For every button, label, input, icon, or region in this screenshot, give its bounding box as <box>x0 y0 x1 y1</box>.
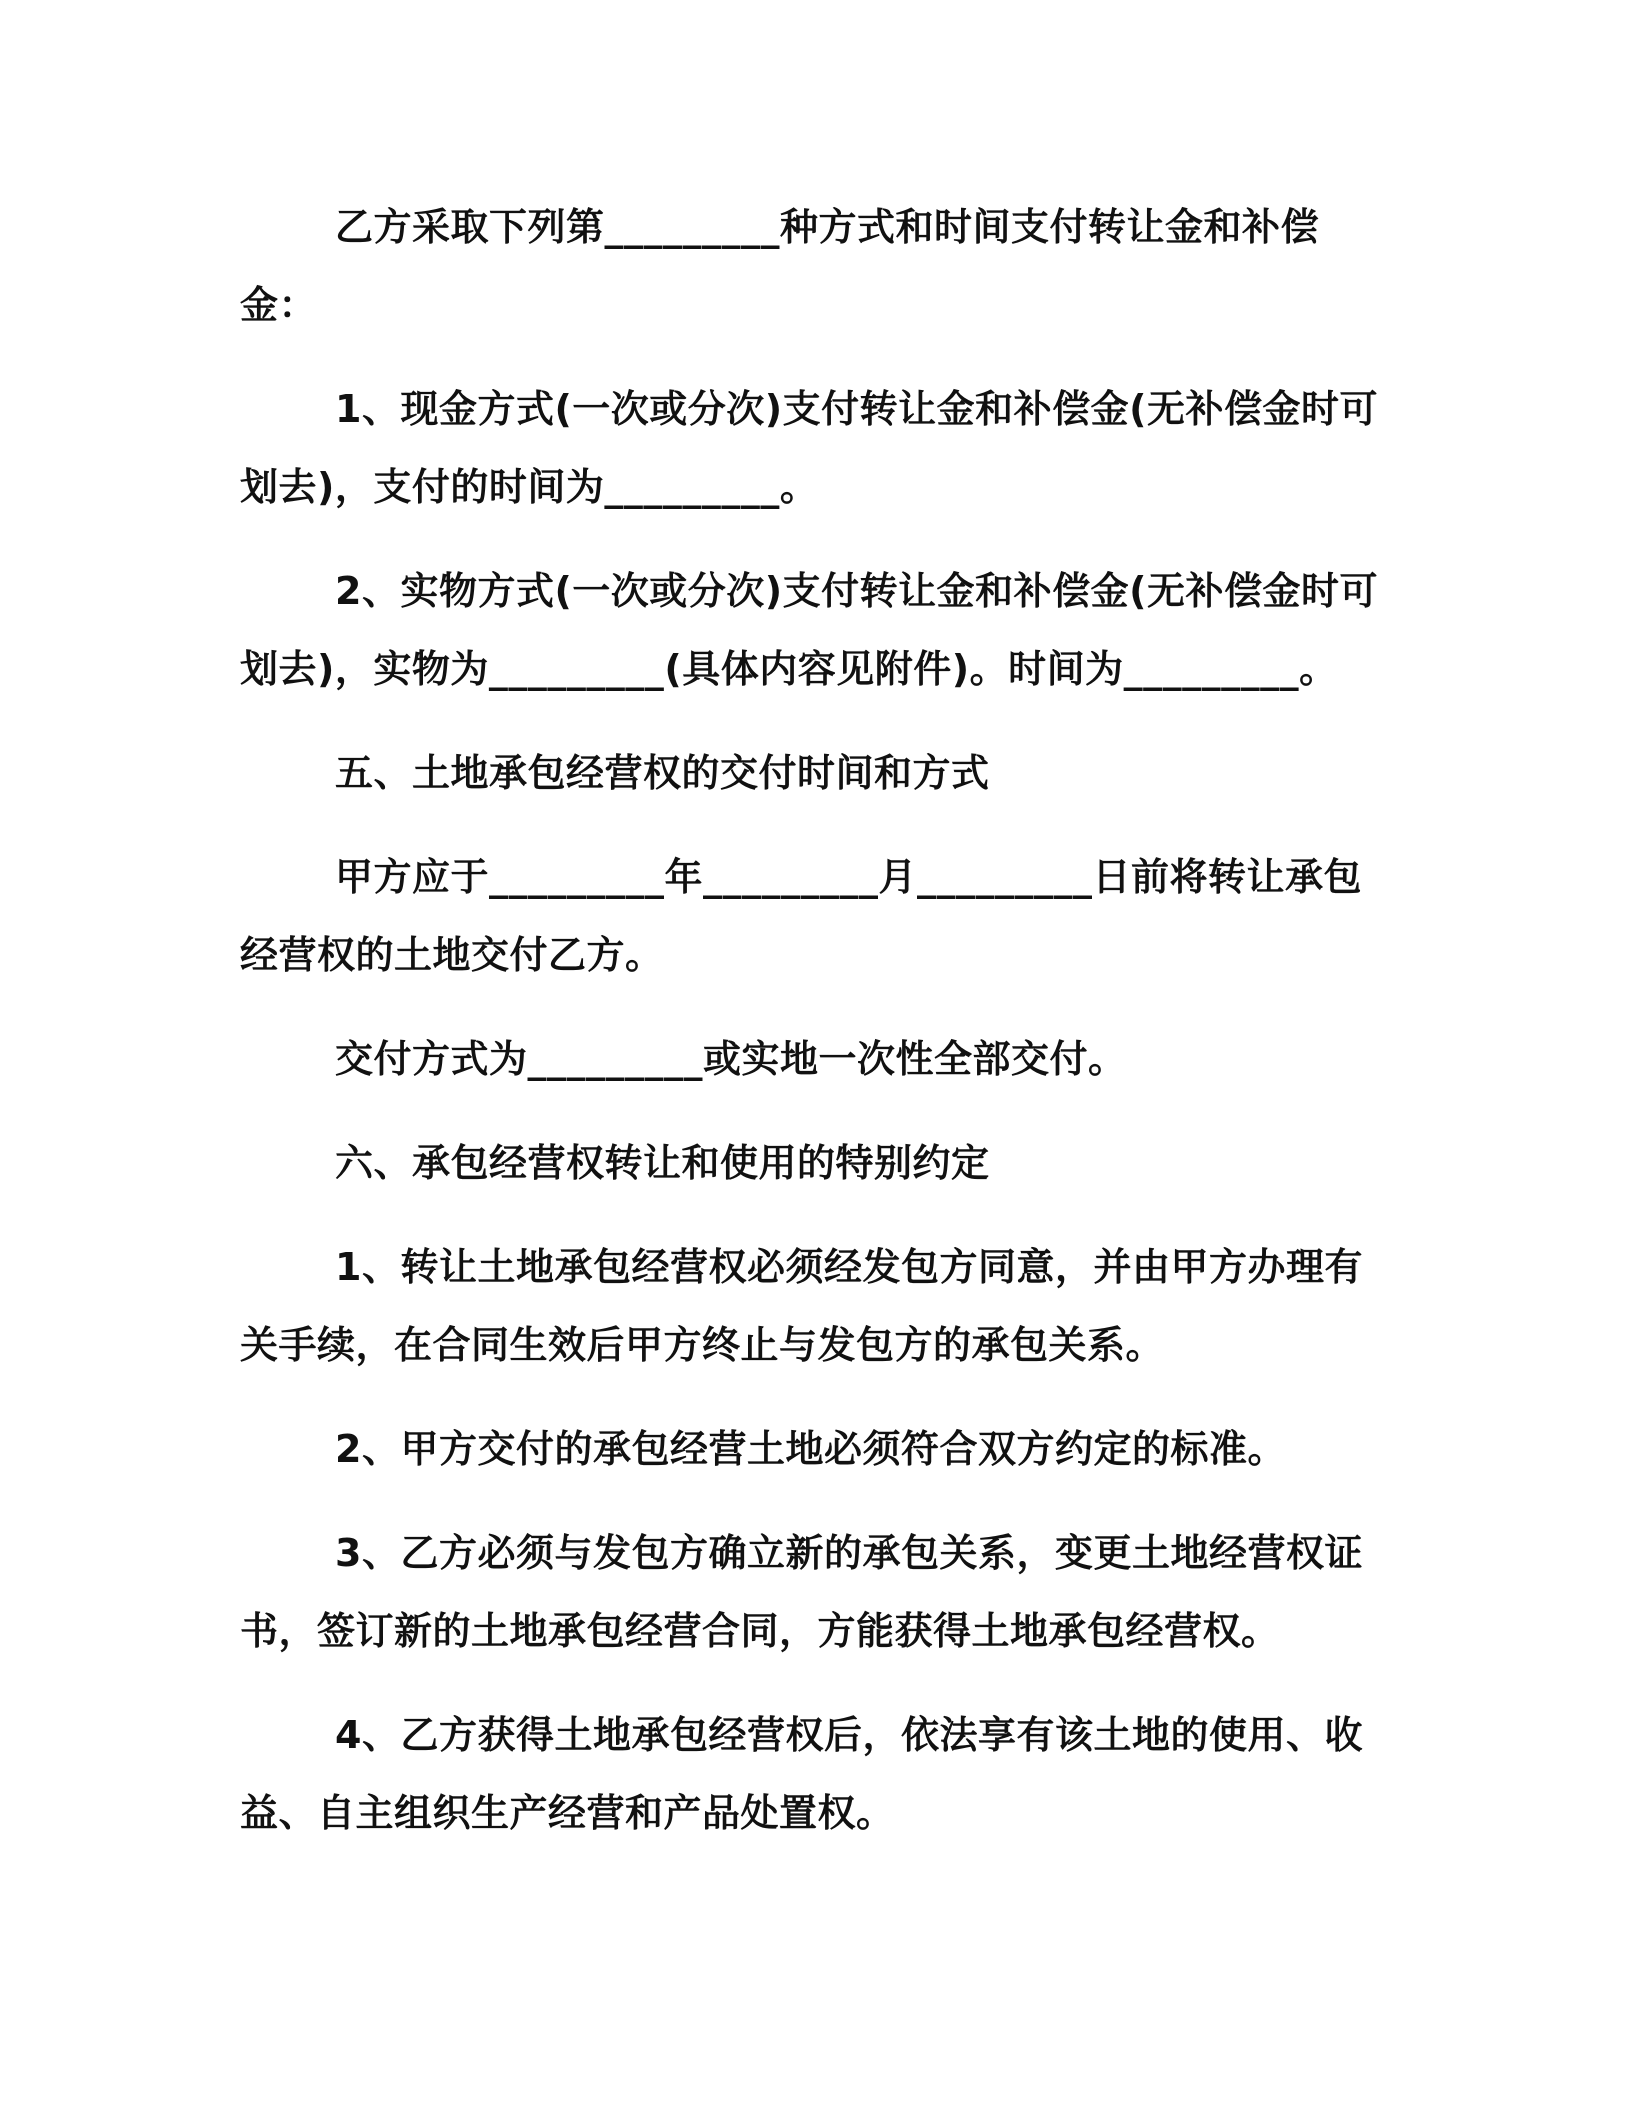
special-term-3: 3、乙方必须与发包方确立新的承包关系，变更土地经营权证书，签订新的土地承包经营合同，方能获得土地承包经营权。 <box>240 1531 1363 1653</box>
in-kind-payment-clause: 2、实物方式(一次或分次)支付转让金和补偿金(无补偿金时可划去)，实物为_________(具体内容见附件)。时间为_________。 <box>240 569 1379 691</box>
cash-payment-clause: 1、现金方式(一次或分次)支付转让金和补偿金(无补偿金时可划去)，支付的时间为_________。 <box>240 387 1379 509</box>
delivery-date-clause: 甲方应于_________年_________月_________日前将转让承包经营权的土地交付乙方。 <box>240 855 1363 977</box>
special-term-2: 2、甲方交付的承包经营土地必须符合双方约定的标准。 <box>335 1427 1286 1471</box>
special-term-1: 1、转让土地承包经营权必须经发包方同意，并由甲方办理有关手续，在合同生效后甲方终止与发包方的承包关系。 <box>240 1245 1363 1367</box>
section-five-heading: 五、土地承包经营权的交付时间和方式 <box>335 751 990 795</box>
delivery-method-clause: 交付方式为_________或实地一次性全部交付。 <box>335 1037 1127 1081</box>
special-term-4: 4、乙方获得土地承包经营权后，依法享有该土地的使用、收益、自主组织生产经营和产品处置权。 <box>240 1713 1363 1835</box>
payment-method-intro: 乙方采取下列第_________种方式和时间支付转让金和补偿金： <box>240 205 1320 327</box>
document-body <box>240 188 1385 1878</box>
section-six-heading: 六、承包经营权转让和使用的特别约定 <box>335 1141 990 1185</box>
